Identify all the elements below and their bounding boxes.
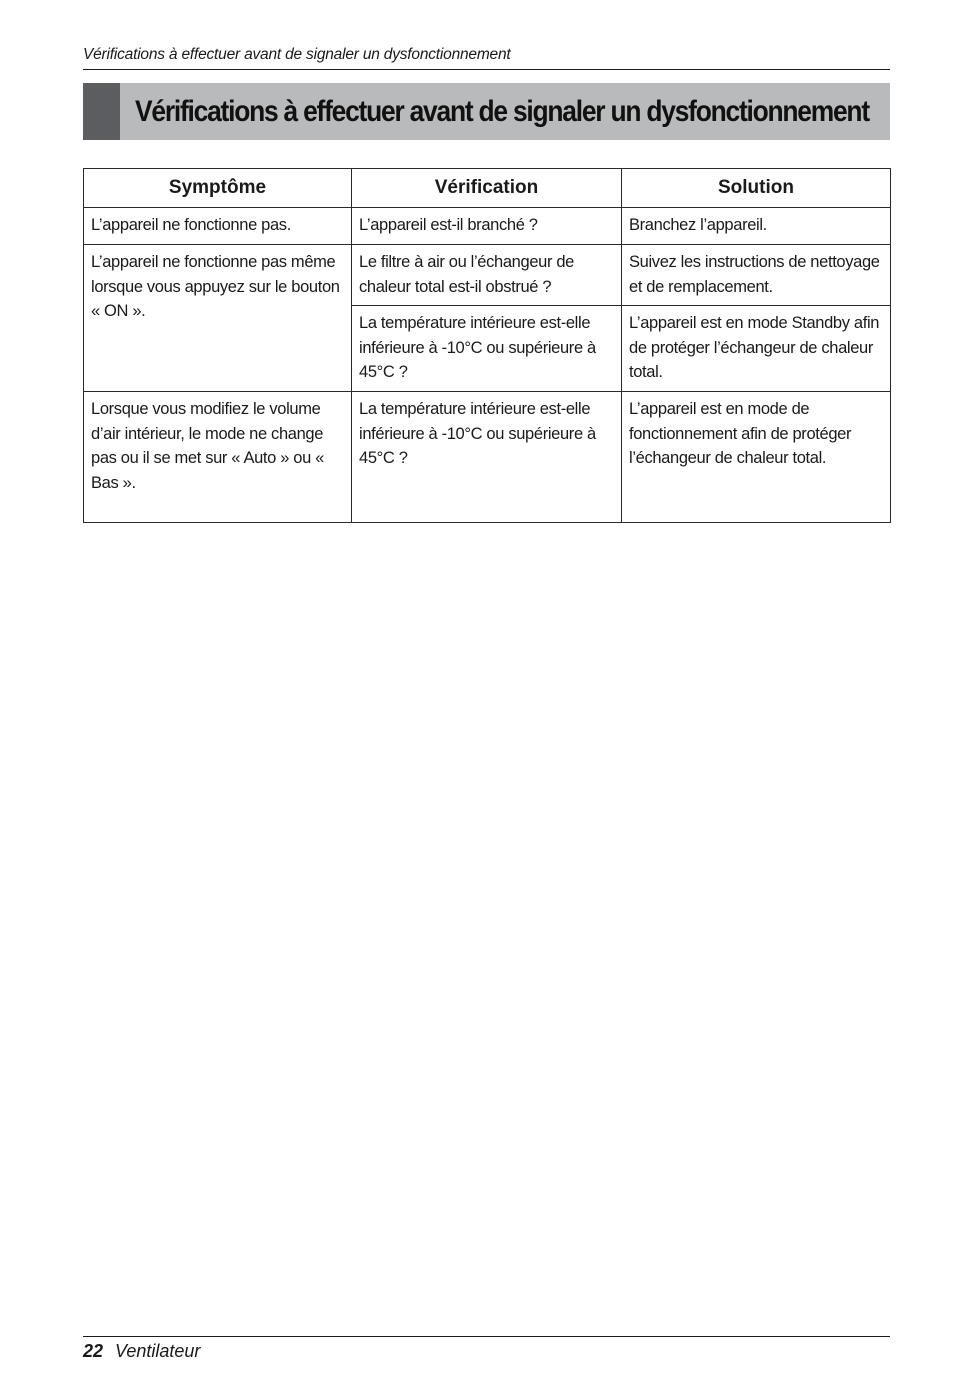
cell-check: La température intérieure est-elle inférieure à -10°C ou supérieure à 45°C ? [352,392,622,523]
title-marker [83,83,120,140]
header-check: Vérification [352,169,622,208]
page-title: Vérifications à effectuer avant de signaler un dysfonctionnement [135,95,869,128]
table-row [84,392,891,523]
cell-solution: L’appareil est en mode Standby afin de protéger l’échangeur de chaleur total. [622,306,891,392]
cell-check: Le filtre à air ou l’échangeur de chaleur total est-il obstrué ? [352,245,622,306]
cell-symptom: L’appareil ne fonctionne pas. [84,208,352,245]
table-row [84,245,891,306]
header-rule [83,69,890,70]
header-symptom: Symptôme [84,169,352,208]
table-header-row [84,169,891,208]
page-footer [83,1341,200,1362]
troubleshooting-table [83,168,891,523]
header-solution: Solution [622,169,891,208]
cell-solution: Branchez l’appareil. [622,208,891,245]
table-row [84,208,891,245]
footer-section: Ventilateur [115,1341,201,1361]
cell-solution: Suivez les instructions de nettoyage et de remplacement. [622,245,891,306]
footer-rule [83,1336,890,1337]
cell-check: L’appareil est-il branché ? [352,208,622,245]
cell-solution: L’appareil est en mode de fonctionnement afin de protéger l’échangeur de chaleur total. [622,392,891,523]
page-number: 22 [83,1341,104,1361]
title-band [83,83,890,140]
cell-symptom: L’appareil ne fonctionne pas même lorsque vous appuyez sur le bouton « ON ». [84,245,352,392]
cell-check: La température intérieure est-elle inférieure à -10°C ou supérieure à 45°C ? [352,306,622,392]
running-header: Vérifications à effectuer avant de signaler un dysfonctionnement [83,46,511,63]
cell-symptom: Lorsque vous modifiez le volume d’air intérieur, le mode ne change pas ou il se met sur « Auto » ou « Bas ». [84,392,352,523]
